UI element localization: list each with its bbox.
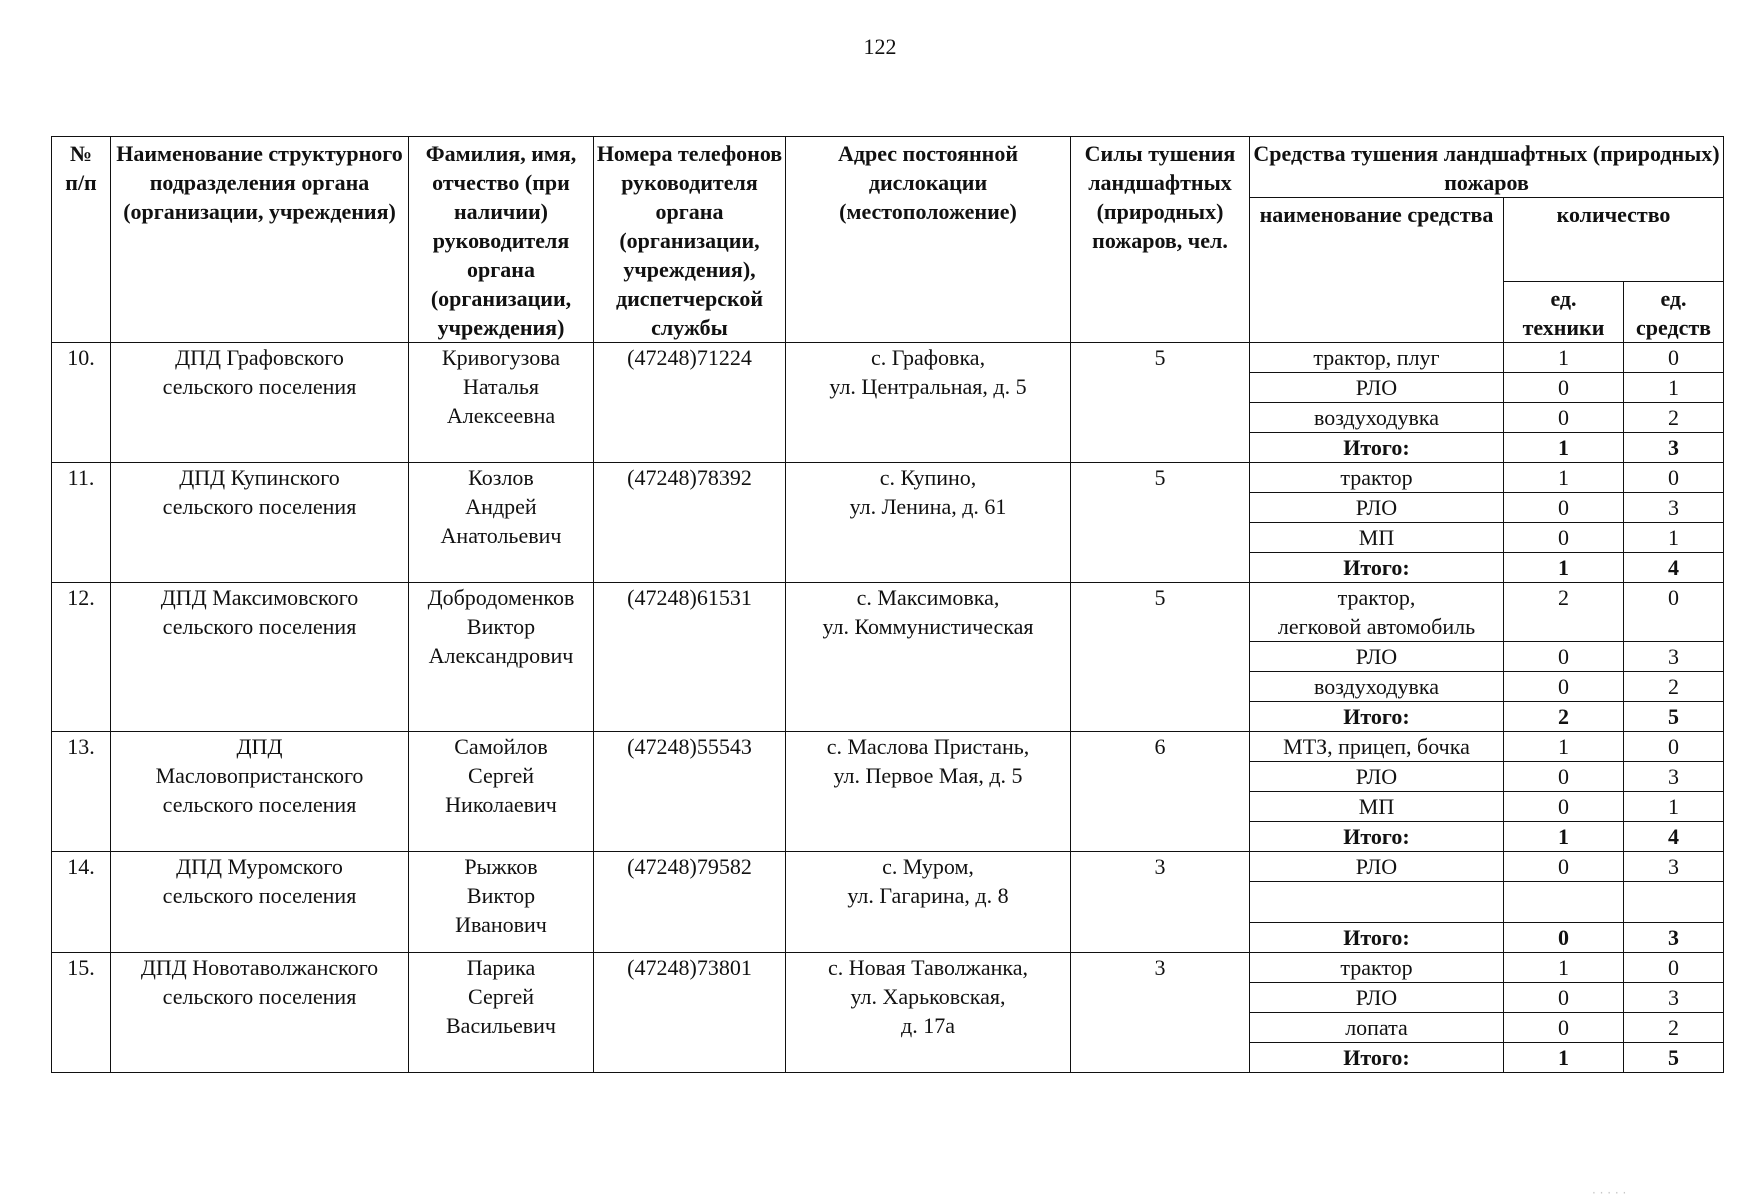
header-quantity: количество	[1504, 198, 1724, 282]
total-means: 5	[1624, 1043, 1724, 1073]
means-name: трактор	[1250, 463, 1504, 493]
total-tech: 1	[1504, 433, 1624, 463]
means-name: РЛО	[1250, 493, 1504, 523]
phone-number: (47248)71224	[594, 343, 786, 463]
means-name: РЛО	[1250, 642, 1504, 672]
header-qty-tech: ед. техники	[1504, 282, 1624, 343]
total-label: Итого:	[1250, 553, 1504, 583]
qty-tech: 0	[1504, 493, 1624, 523]
phone-number: (47248)79582	[594, 852, 786, 953]
total-means: 4	[1624, 822, 1724, 852]
qty-tech: 0	[1504, 852, 1624, 882]
qty-means: 2	[1624, 1013, 1724, 1043]
row-number: 11.	[52, 463, 111, 583]
forces-count: 5	[1071, 343, 1250, 463]
qty-tech: 1	[1504, 732, 1624, 762]
qty-tech: 0	[1504, 672, 1624, 702]
means-name: трактор	[1250, 953, 1504, 983]
qty-tech: 0	[1504, 1013, 1624, 1043]
total-means: 3	[1624, 433, 1724, 463]
qty-tech: 0	[1504, 762, 1624, 792]
forces-count: 3	[1071, 953, 1250, 1073]
means-name: МП	[1250, 523, 1504, 553]
qty-means: 1	[1624, 792, 1724, 822]
head-name: Кривогузова Наталья Алексеевна	[409, 343, 594, 463]
row-number: 10.	[52, 343, 111, 463]
head-name: Рыжков Виктор Иванович	[409, 852, 594, 953]
table-row	[52, 343, 1724, 373]
qty-means: 0	[1624, 953, 1724, 983]
unit-name: ДПД Максимовского сельского поселения	[111, 583, 409, 732]
header-means-name: наименование средства	[1250, 198, 1504, 343]
qty-tech: 0	[1504, 983, 1624, 1013]
address: с. Графовка, ул. Центральная, д. 5	[786, 343, 1071, 463]
address: с. Максимовка, ул. Коммунистическая	[786, 583, 1071, 732]
head-name: Козлов Андрей Анатольевич	[409, 463, 594, 583]
qty-means: 1	[1624, 373, 1724, 403]
row-number: 14.	[52, 852, 111, 953]
empty-cell	[1504, 882, 1624, 923]
qty-means: 3	[1624, 852, 1724, 882]
header-head: Фамилия, имя, отчество (при наличии) руководителя органа (организации, учреждения)	[409, 137, 594, 343]
means-name: РЛО	[1250, 852, 1504, 882]
qty-means: 3	[1624, 762, 1724, 792]
means-name: воздуходувка	[1250, 672, 1504, 702]
header-forces: Силы тушения ландшафтных (природных) пожаров, чел.	[1071, 137, 1250, 343]
total-label: Итого:	[1250, 923, 1504, 953]
unit-name: ДПД Купинского сельского поселения	[111, 463, 409, 583]
unit-name: ДПД Масловопристанского сельского поселения	[111, 732, 409, 852]
means-name: МТЗ, прицеп, бочка	[1250, 732, 1504, 762]
total-tech: 1	[1504, 553, 1624, 583]
qty-tech: 0	[1504, 373, 1624, 403]
means-name: РЛО	[1250, 983, 1504, 1013]
qty-means: 0	[1624, 463, 1724, 493]
unit-name: ДПД Новотаволжанского сельского поселения	[111, 953, 409, 1073]
phone-number: (47248)55543	[594, 732, 786, 852]
address: с. Маслова Пристань, ул. Первое Мая, д. 5	[786, 732, 1071, 852]
qty-means: 0	[1624, 732, 1724, 762]
qty-means: 3	[1624, 642, 1724, 672]
head-name: Парика Сергей Васильевич	[409, 953, 594, 1073]
qty-means: 0	[1624, 583, 1724, 642]
total-label: Итого:	[1250, 702, 1504, 732]
means-name: воздуходувка	[1250, 403, 1504, 433]
table-row	[52, 583, 1724, 642]
qty-tech: 0	[1504, 523, 1624, 553]
total-means: 5	[1624, 702, 1724, 732]
header-phones: Номера телефонов руководителя органа (организации, учреждения), диспетчерской службы	[594, 137, 786, 343]
total-label: Итого:	[1250, 1043, 1504, 1073]
total-means: 4	[1624, 553, 1724, 583]
qty-means: 1	[1624, 523, 1724, 553]
address: с. Купино, ул. Ленина, д. 61	[786, 463, 1071, 583]
table-body	[52, 343, 1724, 1073]
fire-resources-table	[51, 136, 1724, 1073]
table-row	[52, 463, 1724, 493]
table-header	[52, 137, 1724, 343]
total-tech: 0	[1504, 923, 1624, 953]
qty-tech: 1	[1504, 953, 1624, 983]
qty-means: 0	[1624, 343, 1724, 373]
page-number: 122	[863, 34, 897, 59]
total-label: Итого:	[1250, 433, 1504, 463]
means-name: РЛО	[1250, 373, 1504, 403]
empty-cell	[1250, 882, 1504, 923]
row-number: 12.	[52, 583, 111, 732]
header-unit: Наименование структурного подразделения органа (организации, учреждения)	[111, 137, 409, 343]
means-name: МП	[1250, 792, 1504, 822]
empty-cell	[1624, 882, 1724, 923]
table-row	[52, 852, 1724, 882]
header-qty-means: ед. средств	[1624, 282, 1724, 343]
means-name: лопата	[1250, 1013, 1504, 1043]
header-means: Средства тушения ландшафтных (природных) пожаров	[1250, 137, 1724, 198]
qty-means: 2	[1624, 672, 1724, 702]
total-means: 3	[1624, 923, 1724, 953]
qty-tech: 1	[1504, 463, 1624, 493]
unit-name: ДПД Муромского сельского поселения	[111, 852, 409, 953]
phone-number: (47248)78392	[594, 463, 786, 583]
qty-means: 3	[1624, 983, 1724, 1013]
forces-count: 3	[1071, 852, 1250, 953]
scan-artifact: · · · · ·	[1592, 1186, 1627, 1200]
qty-tech: 2	[1504, 583, 1624, 642]
total-tech: 1	[1504, 822, 1624, 852]
forces-count: 5	[1071, 583, 1250, 732]
row-number: 15.	[52, 953, 111, 1073]
unit-name: ДПД Графовского сельского поселения	[111, 343, 409, 463]
total-tech: 2	[1504, 702, 1624, 732]
qty-tech: 1	[1504, 343, 1624, 373]
qty-tech: 0	[1504, 403, 1624, 433]
qty-means: 2	[1624, 403, 1724, 433]
total-tech: 1	[1504, 1043, 1624, 1073]
header-address: Адрес постоянной дислокации (местоположение)	[786, 137, 1071, 343]
head-name: Добродоменков Виктор Александрович	[409, 583, 594, 732]
head-name: Самойлов Сергей Николаевич	[409, 732, 594, 852]
forces-count: 6	[1071, 732, 1250, 852]
means-name: РЛО	[1250, 762, 1504, 792]
qty-tech: 0	[1504, 792, 1624, 822]
forces-count: 5	[1071, 463, 1250, 583]
row-number: 13.	[52, 732, 111, 852]
table-row	[52, 732, 1724, 762]
address: с. Новая Таволжанка, ул. Харьковская, д. 17а	[786, 953, 1071, 1073]
phone-number: (47248)73801	[594, 953, 786, 1073]
means-name: трактор, плуг	[1250, 343, 1504, 373]
header-num: № п/п	[52, 137, 111, 343]
total-label: Итого:	[1250, 822, 1504, 852]
table-row	[52, 953, 1724, 983]
qty-tech: 0	[1504, 642, 1624, 672]
qty-means: 3	[1624, 493, 1724, 523]
phone-number: (47248)61531	[594, 583, 786, 732]
means-name: трактор, легковой автомобиль	[1250, 583, 1504, 642]
address: с. Муром, ул. Гагарина, д. 8	[786, 852, 1071, 953]
